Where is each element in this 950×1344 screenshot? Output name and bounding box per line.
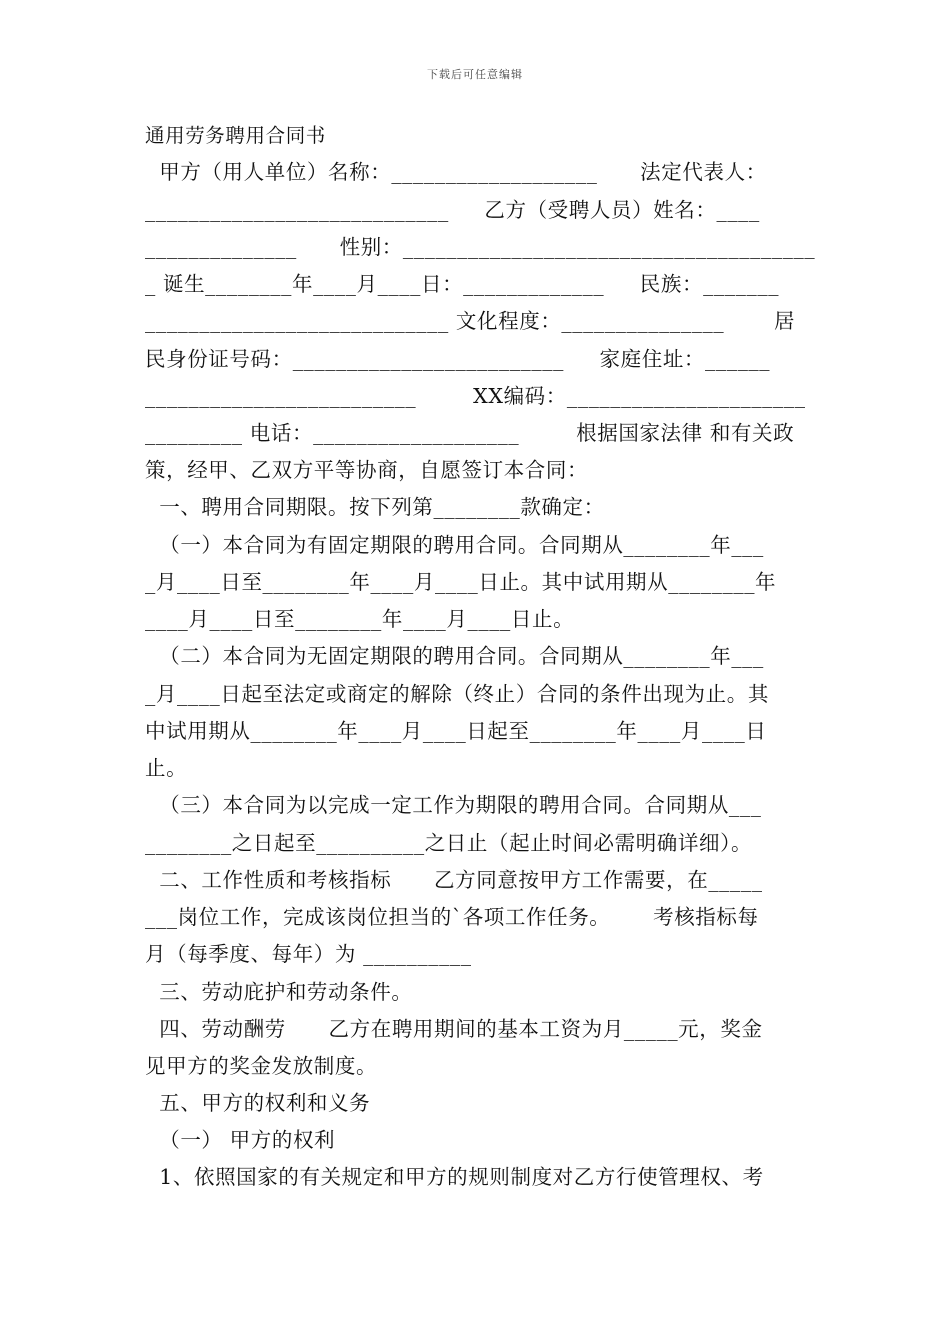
- text-line: _月____日起至法定或商定的解除（终止）合同的条件出现为止。其: [145, 682, 769, 706]
- subsection-heading: （一） 甲方的权利: [145, 1128, 336, 1152]
- document-title: 通用劳务聘用合同书: [145, 124, 326, 147]
- text-line: 见甲方的奖金发放制度。: [145, 1054, 378, 1078]
- text-line: ____月____日至________年____月____日止。: [145, 607, 575, 631]
- text-line: （二）本合同为无固定期限的聘用合同。合同期从________年___: [145, 644, 764, 668]
- text-line: ______________ 性别：______________________________________: [145, 235, 816, 259]
- text-line: （三）本合同为以完成一定工作为期限的聘用合同。合同期从___: [145, 793, 762, 817]
- text-line: 民身份证号码：_________________________ 家庭住址：______: [145, 347, 771, 371]
- section-heading: 二、工作性质和考核指标 乙方同意按甲方工作需要，在_____: [145, 868, 763, 892]
- text-line: 止。: [145, 756, 188, 780]
- text-line: ____________________________ 文化程度：_______________ 居: [145, 309, 796, 333]
- text-line: _________ 电话：___________________ 根据国家法律 和有关政: [145, 421, 795, 445]
- page-header-note: 下载后可任意编辑: [427, 68, 523, 81]
- text-line: _ 诞生________年____月____日：_____________ 民族：_______: [145, 272, 780, 296]
- text-line: 策，经甲、乙双方平等协商，自愿签订本合同：: [145, 458, 589, 482]
- text-line: 1、依照国家的有关规定和甲方的规则制度对乙方行使管理权、考: [145, 1165, 764, 1189]
- section-heading: 三、劳动庇护和劳动条件。: [145, 980, 413, 1004]
- text-line: 甲方（用人单位）名称：___________________ 法定代表人：: [145, 160, 767, 184]
- text-line: _月____日至________年____月____日止。其中试用期从________年: [145, 570, 777, 594]
- text-line: （一）本合同为有固定期限的聘用合同。合同期从________年___: [145, 533, 764, 557]
- text-line: ___岗位工作，完成该岗位担当的`各项工作任务。 考核指标每: [145, 905, 759, 929]
- text-line: 月（每季度、每年）为 __________: [145, 942, 472, 966]
- section-heading: 五、甲方的权利和义务: [145, 1091, 371, 1115]
- text-line: ____________________________ 乙方（受聘人员）姓名：____: [145, 198, 760, 222]
- section-heading: 四、劳动酬劳 乙方在聘用期间的基本工资为月_____元，奖金: [145, 1017, 763, 1041]
- text-line: ________之日起至__________之日止（起止时间必需明确详细）。: [145, 831, 753, 855]
- section-heading: 一、聘用合同期限。按下列第________款确定：: [145, 495, 605, 519]
- text-line: 中试用期从________年____月____日起至________年____月____日: [145, 719, 767, 743]
- text-line: _________________________ XX编码：______________________: [145, 384, 806, 408]
